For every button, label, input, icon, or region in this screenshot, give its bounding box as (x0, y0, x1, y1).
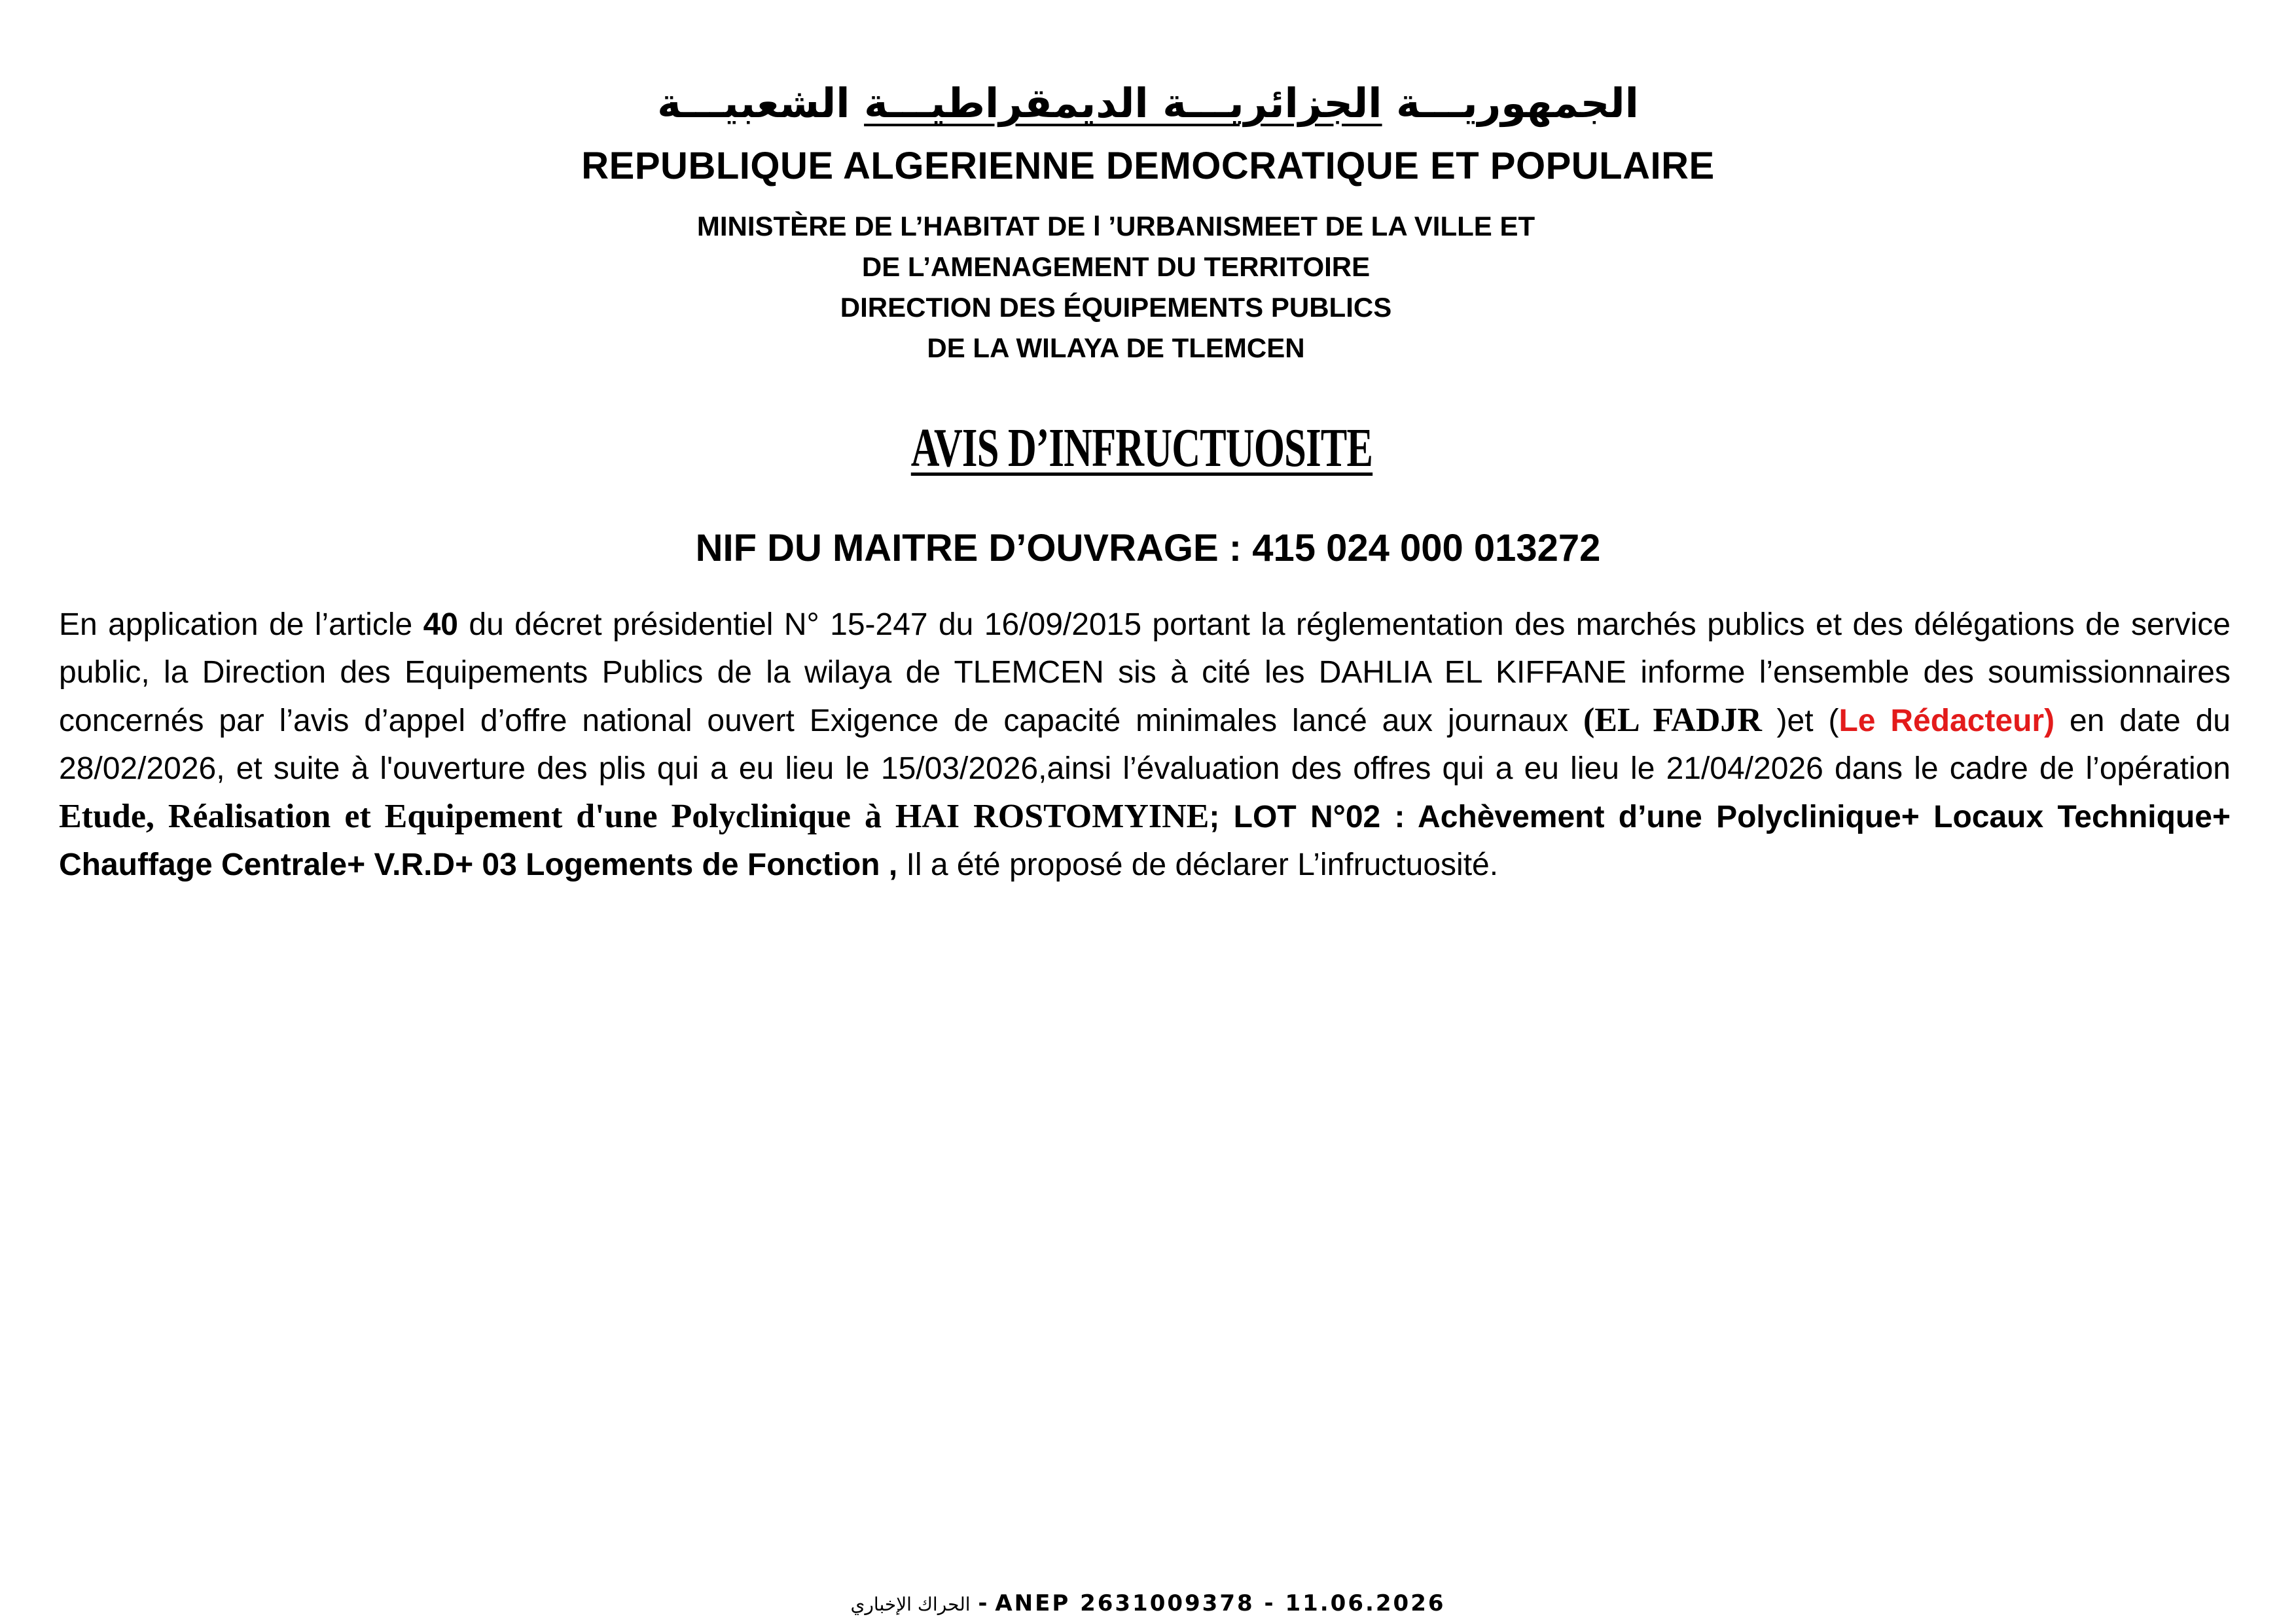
nif-line: NIF DU MAITRE D’OUVRAGE : 415 024 000 013272 (695, 527, 1601, 569)
body-text-5: en date du 28/02/2026, et suite à l'ouverture des plis qui a eu lieu le 15/03/2026,ainsi l’évaluation des offres qui a eu lieu le 21/04/2026 dans le cadre de l’opération (59, 704, 2231, 786)
body-paren-open: ( (1583, 702, 1595, 739)
footer-reference (0, 1590, 2296, 1618)
ministry-line-3: DIRECTION DES ÉQUIPEMENTS PUBLICS (840, 292, 1392, 323)
arabic-underlined-words: الجزائريـــة الديمقراطيـــة (864, 79, 1382, 127)
journal-le-redacteur: Le Rédacteur) (1839, 704, 2055, 738)
ministry-block (687, 206, 1545, 368)
journal-el-fadjr: EL FADJR (1594, 702, 1777, 739)
footer-newspaper-arabic: الحراك الإخباري (850, 1594, 971, 1615)
notice-body (59, 601, 2231, 889)
operation-name: Etude, Réalisation et Equipement d'une Polyclinique à HAI ROSTOMYINE (59, 798, 1210, 835)
ministry-line-1: MINISTÈRE DE L’HABITAT DE l ’URBANISMEET DE LA VILLE ET (696, 211, 1535, 241)
notice-title: AVIS D’INFRUCTUOSITE (910, 418, 1373, 478)
ministry-line-2: DE L’AMENAGEMENT DU TERRITOIRE (861, 251, 1371, 282)
arabic-word-1: الجمهوريـــة (1382, 79, 1639, 127)
footer-anep-code: - ANEP 2631009378 - 11.06.2026 (970, 1590, 1446, 1616)
body-text-2: du décret présidentiel N° 15-247 du 16/09/2015 portant la réglementation des marchés publics et des délégations de service public, la Direction des Equipements Publics de la wilaya de TLEMCEN sis à cité les DAHLIA EL KIFFANE informe l’ensemble des soumissionnaires concernés par l’avis d’appel d’offre national ouvert Exigence de capacité minimales lancé aux journaux (59, 607, 2231, 738)
article-number: 40 (423, 607, 458, 642)
republic-name: REPUBLIQUE ALGERIENNE DEMOCRATIQUE ET POPULAIRE (581, 145, 1715, 187)
arabic-word-3: الشعبيـــة (657, 79, 865, 127)
ministry-line-4: DE LA WILAYA DE TLEMCEN (927, 332, 1305, 363)
body-text-6: Il a été proposé de déclarer L’infructuosité. (897, 847, 1499, 882)
lot-description: ; LOT N°02 : Achèvement d’une Polyclinique+ Locaux Technique+ Chauffage Centrale+ V.R.D+ 03 Logements de Fonction , (59, 800, 2231, 882)
body-text-1: En application de l’article (59, 607, 423, 642)
body-text-4: )et ( (1776, 704, 1839, 738)
arabic-country-name (0, 77, 2296, 130)
